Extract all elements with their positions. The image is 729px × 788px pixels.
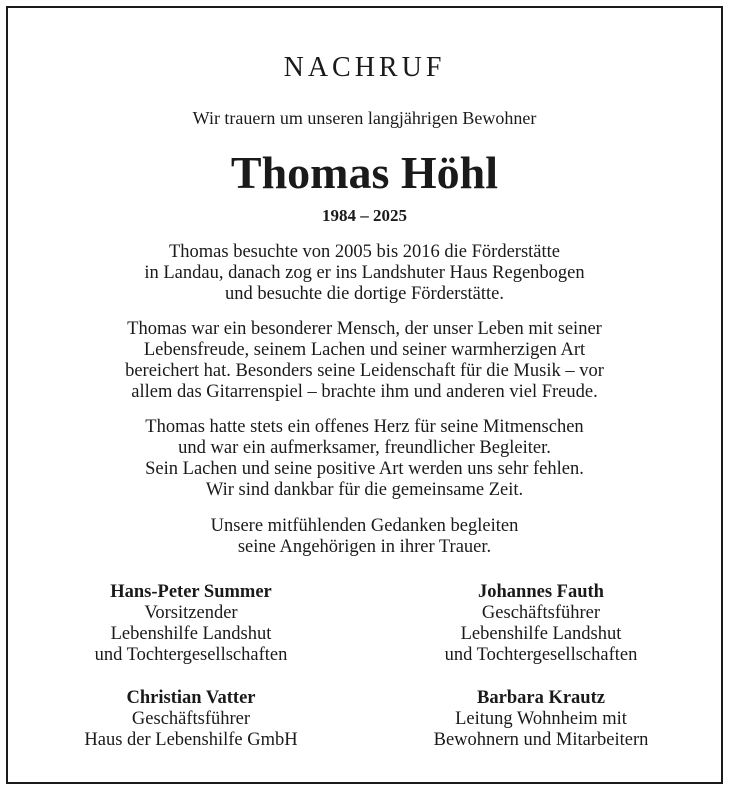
signatory-name: Hans-Peter Summer [110, 582, 272, 602]
deceased-name: Thomas Höhl [230, 147, 499, 198]
signatory-hans-peter-summer [26, 582, 356, 666]
signatory-role: Leitung Wohnheim mit [455, 709, 627, 729]
signatory-name: Christian Vatter [126, 688, 256, 708]
signatory-role: Lebenshilfe Landshut [460, 624, 622, 644]
intro-line: Wir trauern um unseren langjährigen Bewohner [192, 108, 537, 128]
paragraph-2 [8, 319, 721, 403]
signatory-role: Vorsitzender [144, 603, 238, 623]
paragraph-line: Thomas besuchte von 2005 bis 2016 die Förderstätte [168, 242, 560, 262]
paragraph-line: seine Angehörigen in ihrer Trauer. [237, 537, 492, 557]
signatory-role: Haus der Lebenshilfe GmbH [84, 730, 298, 750]
signatory-christian-vatter [26, 688, 356, 751]
paragraph-line: allem das Gitarrenspiel – brachte ihm und anderen viel Freude. [131, 382, 598, 402]
obituary-border-frame [6, 6, 723, 784]
paragraph-line: Lebensfreude, seinem Lachen und seiner warmherzigen Art [143, 340, 586, 360]
paragraph-line: und war ein aufmerksamer, freundlicher Begleiter. [178, 438, 551, 458]
paragraph-line: bereichert hat. Besonders seine Leidenschaft für die Musik – vor [125, 361, 604, 381]
signatory-role: Bewohnern und Mitarbeitern [433, 730, 649, 750]
paragraph-line: Wir sind dankbar für die gemeinsame Zeit. [205, 480, 524, 500]
obituary-heading: NACHRUF [283, 52, 446, 83]
paragraph-3 [8, 417, 721, 501]
signatory-role: Geschäftsführer [481, 603, 601, 623]
paragraph-line: Thomas war ein besonderer Mensch, der unser Leben mit seiner [127, 319, 602, 339]
paragraph-line: Unsere mitfühlenden Gedanken begleiten [210, 516, 519, 536]
signatory-role: Lebenshilfe Landshut [110, 624, 272, 644]
signatory-name: Johannes Fauth [478, 582, 604, 602]
signatory-johannes-fauth [376, 582, 706, 666]
signatory-role: und Tochtergesellschaften [444, 645, 638, 665]
paragraph-1 [8, 242, 721, 305]
signatory-name: Barbara Krautz [477, 688, 605, 708]
life-years: 1984 – 2025 [322, 206, 407, 225]
paragraph-line: Sein Lachen und seine positive Art werden uns sehr fehlen. [145, 459, 584, 479]
signatory-barbara-krautz [376, 688, 706, 751]
signatory-role: Geschäftsführer [131, 709, 251, 729]
paragraph-line: Thomas hatte stets ein offenes Herz für seine Mitmenschen [145, 417, 584, 437]
paragraph-line: und besuchte die dortige Förderstätte. [225, 284, 504, 304]
paragraph-4 [8, 516, 721, 558]
signatory-role: und Tochtergesellschaften [94, 645, 288, 665]
paragraph-line: in Landau, danach zog er ins Landshuter Haus Regenbogen [144, 263, 585, 283]
